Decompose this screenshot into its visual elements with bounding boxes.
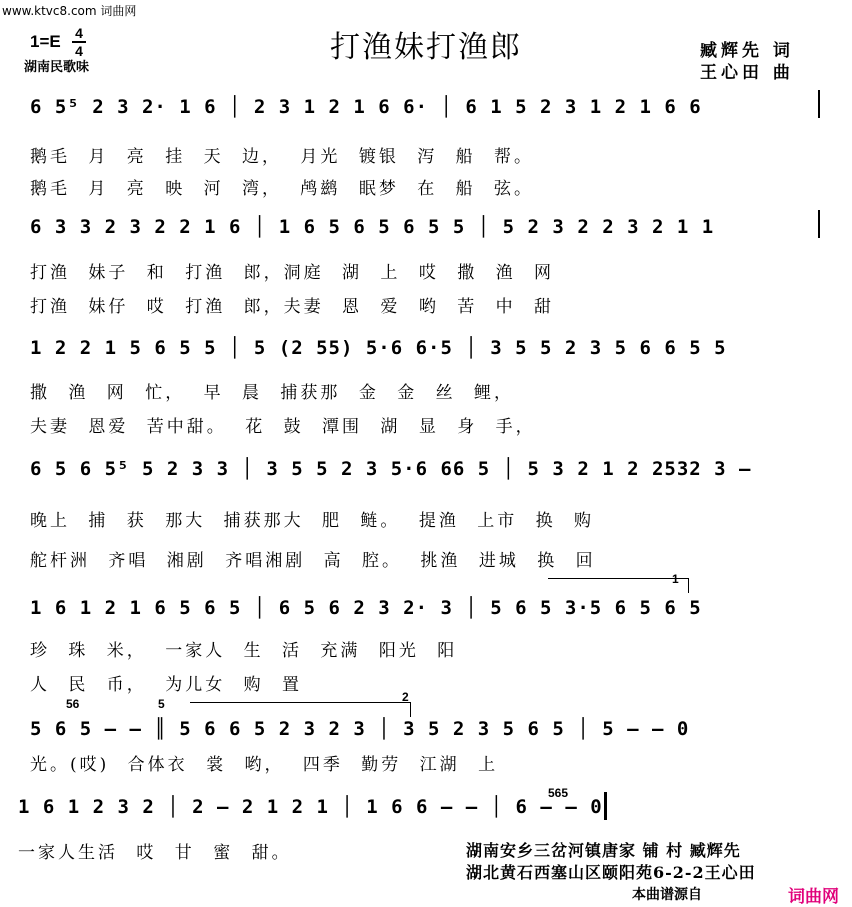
lyric-line-5b: 人 民 币， 为儿女 购 置 [30,675,303,695]
notation-line-7: 1 6 1 2 3 2 │ 2 – 2 1 2 1 │ 1 6 6 – – │ 6 – – 0 [18,796,603,818]
notation-line-3: 1 2 2 1 5 6 5 5 │ 5 (2 55) 5·6 6·5 │ 3 5 5 2 3 5 6 6 5 5 [30,337,727,359]
lyric-line-3a: 撒 渔 网 忙， 早 晨 捕获那 金 金 丝 鲤， [30,383,515,403]
second-ending-number: 2 [402,690,409,704]
notation-line-4: 6 5 6 5⁵ 5 2 3 3 │ 3 5 5 2 3 5·6 66 5 │ 5 3 2 1 2 2532 3 – [30,458,752,480]
lyric-line-3b: 夫妻 恩爱 苦中甜。 花 鼓 潭围 湖 显 身 手， [30,417,536,437]
barline [818,90,820,118]
lyric-line-7: 一家人生活 哎 甘 蜜 甜。 [18,843,292,863]
grace-note-56: 56 [66,697,80,711]
time-signature-bottom: 4 [75,43,83,59]
address-line-1: 湖南安乡三岔河镇唐家 铺 村 臧辉先 [466,841,741,860]
notation-line-6: 5 6 5 – – ║ 5 6 6 5 2 3 2 3 │ 3 5 2 3 5 6 5 │ 5 – – 0 [30,718,690,740]
lyric-line-2b: 打渔 妹仔 哎 打渔 郎，夫妻 恩 爱 哟 苦 中 甜 [30,297,555,317]
first-ending-bracket [548,578,689,593]
lyric-line-4b: 舵杆洲 齐唱 湘剧 齐唱湘剧 高 腔。 挑渔 进城 换 回 [30,551,596,571]
lyricist-credit: 臧辉先 词 [700,41,794,61]
lyric-line-2a: 打渔 妹子 和 打渔 郎，洞庭 湖 上 哎 撒 渔 网 [30,263,555,283]
site-watermark: www.ktvc8.com 词曲网 [2,4,137,18]
address-line-2: 湖北黄石西塞山区颐阳苑6-2-2王心田 [466,863,756,882]
notation-line-1: 6 5⁵ 2 3 2· 1 6 │ 2 3 1 2 1 6 6· │ 6 1 5 2 3 1 2 1 6 6 [30,96,702,118]
lyric-line-4a: 晚上 捕 获 那大 捕获那大 肥 鲢。 提渔 上市 换 购 [30,511,595,531]
style-label: 湖南民歌味 [24,60,90,75]
notation-line-5: 1 6 1 2 1 6 5 6 5 │ 6 5 6 2 3 2· 3 │ 5 6 5 3·5 6 5 6 5 [30,597,702,619]
grace-note-5: 5 [158,697,165,711]
lyric-line-6: 光。(哎) 合体衣 裳 哟， 四季 勤劳 江湖 上 [30,755,499,775]
lyric-line-5a: 珍 珠 米， 一家人 生 活 充满 阳光 阳 [30,641,458,661]
notation-line-2: 6 3 3 2 3 2 2 1 6 │ 1 6 5 6 5 6 5 5 │ 5 2 3 2 2 3 2 1 1 [30,216,715,238]
grace-note-565: 565 [548,786,569,800]
site-logo: 词曲网 [788,887,839,907]
composer-credit: 王心田 曲 [700,63,794,83]
first-ending-number: 1 [672,572,679,586]
key-signature: 1=E [30,32,61,51]
source-label: 本曲谱源自 [632,887,702,903]
final-barline [604,792,607,820]
lyric-line-1b: 鹅毛 月 亮 映 河 湾， 鸬鹚 眠梦 在 船 弦。 [30,179,535,199]
lyric-line-1a: 鹅毛 月 亮 挂 天 边， 月光 镀银 泻 船 帮。 [30,147,535,167]
song-title: 打渔妹打渔郎 [330,30,522,65]
barline [818,210,820,238]
time-signature-top: 4 [75,25,83,41]
second-ending-bracket [190,702,411,717]
